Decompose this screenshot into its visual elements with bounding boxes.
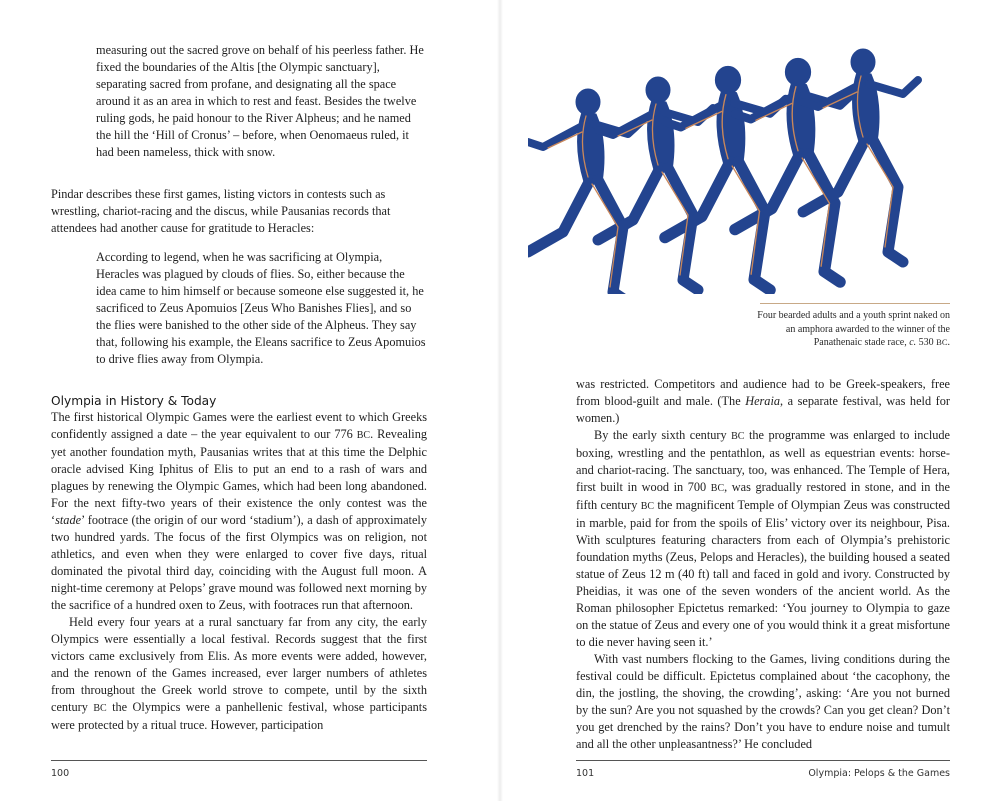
- paragraph: By the early sixth century BC the programme was enlarged to include boxing, wrestling and the pentathlon, as well as equestrian events: horse- and chariot-racing. The sanctuary, too, was enhanced. The Temple of Hera, first built in wood in 700 BC, was gradually restored in stone, and in the fifth century BC the magnificent Temple of Olympian Zeus was constructed in marble, paid for from the spoils of Elis’ victory over its neighbour, Pisa. With sculptures featuring characters from each of Olympia’s prehistoric foundation myths (Zeus, Pelops and Heracles), the building housed a seated statue of Zeus 12 m (40 ft) tall and faced in gold and ivory. Constructed by Pheidias, it was one of the seven wonders of the ancient world. As the Roman philosopher Epictetus remarked: ‘You journey to Olympia to gaze on the statue of Zeus and every one of you would think it a great misfortune to die never having seen it.’: [576, 428, 951, 649]
- amphora-runners-illustration: [528, 32, 968, 294]
- running-head: Olympia: Pelops & the Games: [808, 768, 950, 779]
- body-text-left: [51, 409, 427, 734]
- body-text-right: [576, 376, 950, 753]
- paragraph: Held every four years at a rural sanctuary far from any city, the early Olympics were essentially a local festival. Records suggest that the first victors came exclusively from Elis. As more events were added, however, and the renown of the Games increased, ever larger numbers of athletes from throughout the Greek world strove to compete, until by the sixth century BC the Olympics were a panhellenic festival, whose participants were protected by a ritual truce. However, participation: [51, 615, 428, 732]
- section-heading: Olympia in History & Today: [51, 394, 217, 408]
- runner-figure: [803, 49, 918, 262]
- paragraph-pindar: Pindar describes these first games, listing victors in contests such as wrestling, chariot-racing and the discus, while Pausanias records that attendees had another cause for gratitude to Heracles:: [51, 187, 391, 235]
- paragraph: With vast numbers flocking to the Games, living conditions during the festival could be difficult. Epictetus complained about ‘the cacophony, the din, the jostling, the shoving, the crowding’, asking: ‘Are you not burned by the sun? Are you not squashed by the crowds? Can you get clean? Don’t you get drenched by the rains? Don’t you have to endure noise and tumult and all the other unpleasantness?’ He concluded: [576, 652, 950, 751]
- block-quote-flies: According to legend, when he was sacrificing at Olympia, Heracles was plagued by clouds of flies. So, either because the idea came to him himself or because someone else suggested it, he sacrificed to Zeus Apomuios [Zeus Who Banishes Flies], and so the flies were banished to the other side of the Alpheus. They say that, following his example, the Eleans sacrifice to Zeus Apomuios to drive flies away from Olympia.: [96, 250, 426, 366]
- footer-rule: [576, 760, 950, 761]
- page-number: 101: [576, 768, 595, 779]
- figure-caption: Four bearded adults and a youth sprint naked on an amphora awarded to the winner of the Panathenaic stade race, c. 530 BC.: [757, 310, 950, 348]
- paragraph: was restricted. Competitors and audience had to be Greek-speakers, free from blood-guilt and male. (The Heraia, a separate festival, was held for women.): [576, 377, 950, 425]
- block-quote-hill-of-cronus: measuring out the sacred grove on behalf of his peerless father. He fixed the boundaries of the Altis [the Olympic sanctuary], separating sacred from profane, and designating all the space around it as an area in which to rest and feast. Besides the twelve ruling gods, he paid honour to the River Alpheus; and he named the hill the ‘Hill of Cronus’ – before, when Oenomaeus ruled, it had been nameless, thick with snow.: [96, 43, 424, 159]
- caption-rule: [760, 303, 950, 304]
- page-number: 100: [51, 768, 70, 779]
- footer-rule: [51, 760, 427, 761]
- paragraph: The first historical Olympic Games were the earliest event to which Greeks confidently assigned a date – the year equivalent to our 776 BC. Revealing yet another foundation myth, Pausanias writes that at this time the Delphic oracle advised King Iphitus of Elis to put an end to a rash of wars and plagues by renewing the Olympic Games, which had been long abandoned. For the next fifty-two years of their existence the only contest was the ‘stade’ footrace (the origin of our word ‘stadium’), a dash of approximately two hundred yards. The focus of the first Olympics was on religion, not athletics, and even when they were enlarged to cover five days, ritual dominated the pivotal third day, coinciding with the August full moon. A night-time ceremony at Pelops’ grave mound was followed next morning by the sacrifice of a hundred oxen to Zeus, with footraces run that afternoon.: [51, 410, 427, 612]
- right-page: [500, 0, 1000, 801]
- runner-figure: [735, 58, 856, 282]
